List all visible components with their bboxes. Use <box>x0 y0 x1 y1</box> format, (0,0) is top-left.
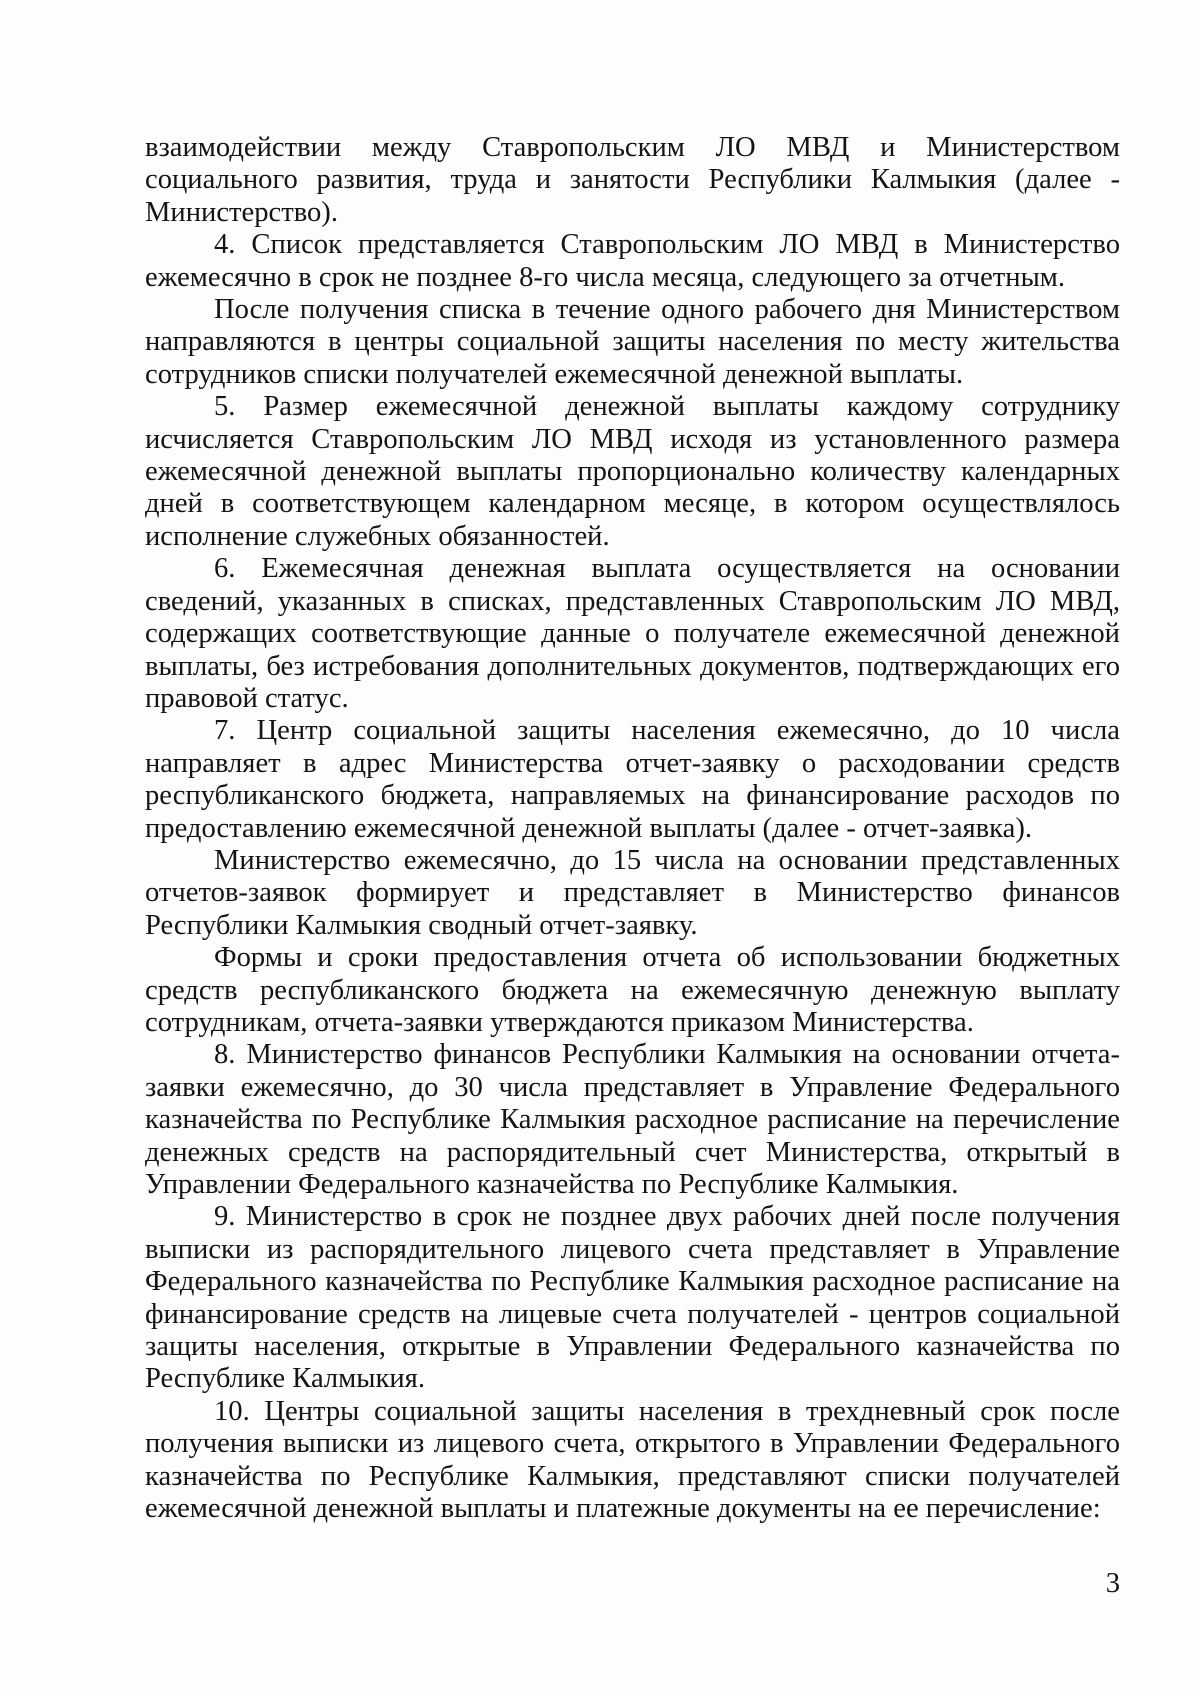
paragraph-item-10: 10. Центры социальной защиты населения в трехдневный срок после получения выписки из лицевого счета, открытого в Управлении Федерального казначейства по Республике Калмыкия, представляют списки получателей ежемесячной денежной выплаты и платежные документы на ее перечисление: <box>145 1395 1120 1525</box>
paragraph-consolidated-report: Министерство ежемесячно, до 15 числа на основании представленных отчетов-заявок формирует и представляет в Министерство финансов Республики Калмыкия сводный отчет-заявку. <box>145 844 1120 941</box>
paragraph-item-9: 9. Министерство в срок не позднее двух рабочих дней после получения выписки из распорядительного лицевого счета представляет в Управление Федерального казначейства по Республике Калмыкия расходное расписание на финансирование средств на лицевые счета получателей - центров социальной защиты населения, открытые в Управлении Федерального казначейства по Республике Калмыкия. <box>145 1201 1120 1395</box>
paragraph-item-4: 4. Список представляется Ставропольским ЛО МВД в Министерство ежемесячно в срок не позднее 8-го числа месяца, следующего за отчетным. <box>145 229 1120 293</box>
paragraph-item-7: 7. Центр социальной защиты населения ежемесячно, до 10 числа направляет в адрес Министерства отчет-заявку о расходовании средств республиканского бюджета, направляемых на финансирование расходов по предоставлению ежемесячной денежной выплаты (далее - отчет-заявка). <box>145 715 1120 844</box>
paragraph-continuation: взаимодействии между Ставропольским ЛО МВД и Министерством социального развития, труда и занятости Республики Калмыкия (далее - Министерство). <box>145 132 1120 228</box>
paragraph-item-8: 8. Министерство финансов Республики Калмыкия на основании отчета-заявки ежемесячно, до 30 числа представляет в Управление Федерального казначейства по Республике Калмыкия расходное расписание на перечисление денежных средств на распорядительный счет Министерства, открытый в Управлении Федерального казначейства по Республике Калмыкия. <box>145 1039 1120 1200</box>
paragraph-list-distribution: После получения списка в течение одного рабочего дня Министерством направляются в центры социальной защиты населения по месту жительства сотрудников списки получателей ежемесячной денежной выплаты. <box>145 294 1120 390</box>
paragraph-item-5: 5. Размер ежемесячной денежной выплаты каждому сотруднику исчисляется Ставропольским ЛО МВД исходя из установленного размера ежемесячной денежной выплаты пропорционально количеству календарных дней в соответствующем календарном месяце, в котором осуществлялось исполнение служебных обязанностей. <box>145 391 1120 552</box>
paragraph-item-6: 6. Ежемесячная денежная выплата осуществляется на основании сведений, указанных в списках, представленных Ставропольским ЛО МВД, содержащих соответствующие данные о получателе ежемесячной денежной выплаты, без истребования дополнительных документов, подтверждающих его правовой статус. <box>145 553 1120 714</box>
paragraph-report-forms: Формы и сроки предоставления отчета об использовании бюджетных средств республиканского бюджета на ежемесячную денежную выплату сотрудникам, отчета-заявки утверждаются приказом Министерства. <box>145 942 1120 1038</box>
document-body <box>145 132 1120 1525</box>
page-number: 3 <box>1105 1568 1120 1599</box>
